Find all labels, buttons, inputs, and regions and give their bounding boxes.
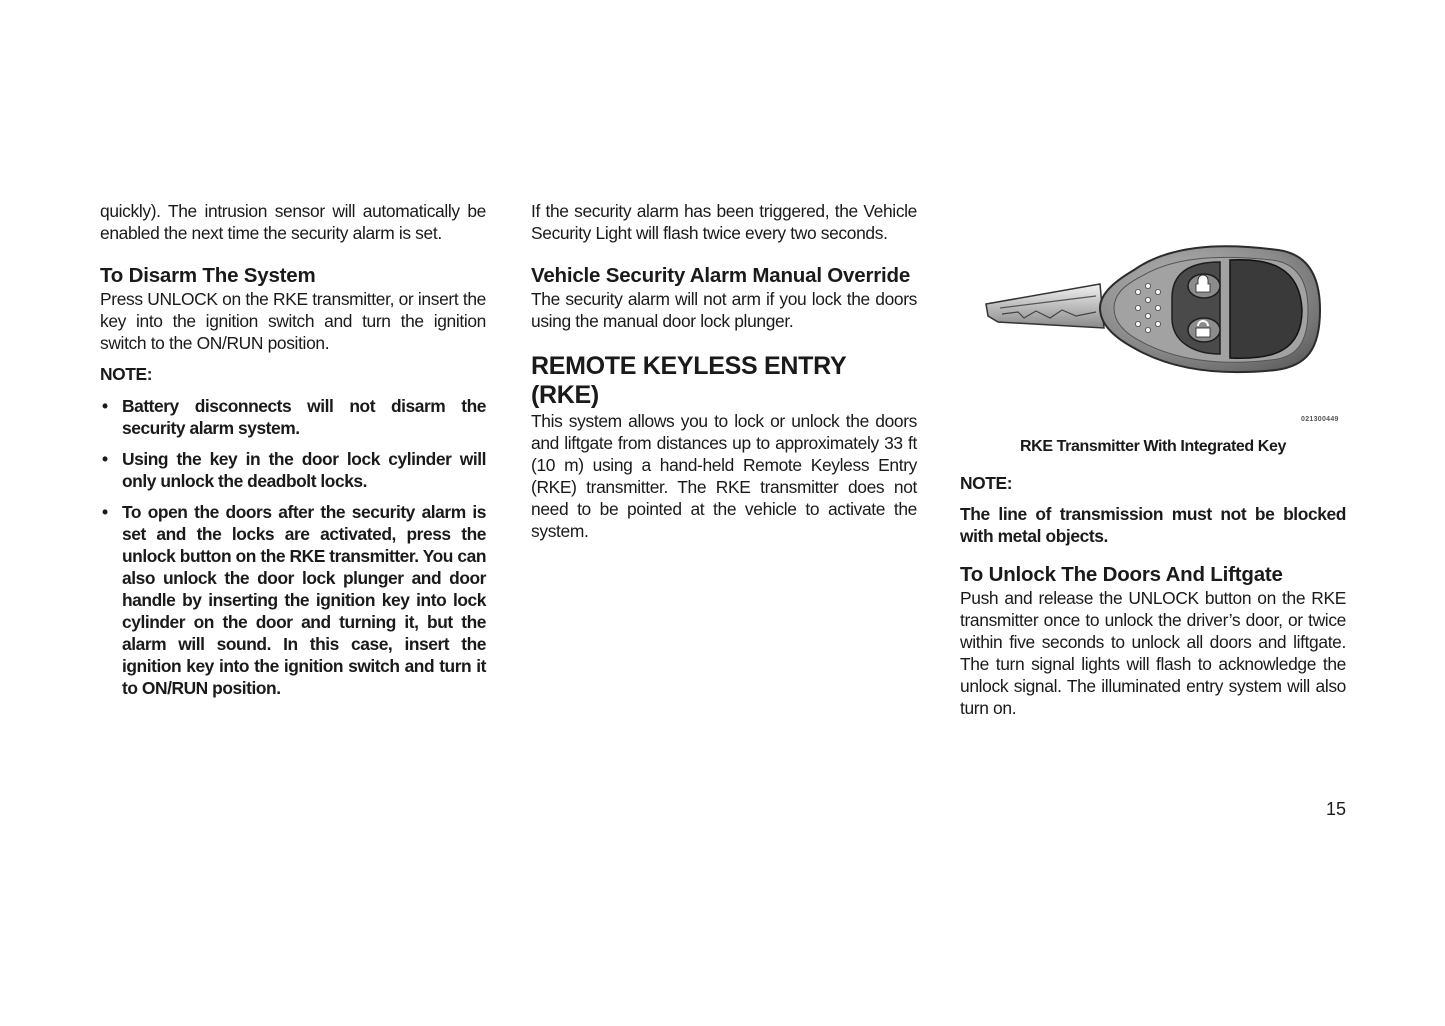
bullet-text: To open the doors after the security alarm is set and the locks are activated, press the unlock button on the RKE transmitter. You can also unlock the door lock plunger and door handle by inserting the ignition key into lock cylinder on the door and turning it, but the alarm will sound. In this case, insert the ignition key into the ignition switch and turn it to ON/RUN position. [122,502,486,698]
disarm-heading: To Disarm The System [100,264,316,287]
disarm-paragraph: Press UNLOCK on the RKE transmitter, or insert the key into the ignition switch and turn the ignition switch to the ON/RUN position. [100,289,486,353]
intro-paragraph: quickly). The intrusion sensor will automatically be enabled the next time the security alarm is set. [100,201,486,243]
figure-area [960,200,1346,434]
right-column [960,200,1346,719]
override-heading: Vehicle Security Alarm Manual Override [531,264,911,287]
figure-code: 021300449 [1301,416,1339,423]
bullet-icon: • [102,396,108,416]
rke-heading: REMOTE KEYLESS ENTRY (RKE) [531,352,846,409]
note-label: NOTE: [960,473,1013,493]
bullet-text: Using the key in the door lock cylinder will only unlock the deadbolt locks. [122,449,486,491]
bullet-icon: • [102,449,108,469]
list-item [100,501,486,699]
unlock-heading: To Unlock The Doors And Liftgate [960,563,1283,586]
key-fob-illustration-icon [958,200,1348,430]
middle-column [531,200,917,542]
list-item [100,395,486,439]
figure-caption: RKE Transmitter With Integrated Key [1020,438,1286,455]
note-label: NOTE: [100,364,153,384]
triggered-paragraph: If the security alarm has been triggered, the Vehicle Security Light will flash twice every two seconds. [531,201,917,243]
bullet-text: Battery disconnects will not disarm the security alarm system. [122,396,486,438]
note-bullet-list [100,395,486,699]
note-paragraph: The line of transmission must not be blocked with metal objects. [960,504,1346,546]
rke-paragraph: This system allows you to lock or unlock the doors and liftgate from distances up to approximately 33 ft (10 m) using a hand-held Remote Keyless Entry (RKE) transmitter. The RKE transmitter does not need to be pointed at the vehicle to activate the system. [531,411,917,541]
page-number: 15 [1325,799,1346,819]
override-paragraph: The security alarm will not arm if you lock the doors using the manual door lock plunger. [531,289,917,331]
bullet-icon: • [102,502,108,522]
unlock-paragraph: Push and release the UNLOCK button on the RKE transmitter once to unlock the driver’s door, or twice within five seconds to unlock all doors and liftgate. The turn signal lights will flash to acknowledge the unlock signal. The illuminated entry system will also turn on. [960,588,1346,718]
list-item [100,448,486,492]
left-column [100,200,486,699]
